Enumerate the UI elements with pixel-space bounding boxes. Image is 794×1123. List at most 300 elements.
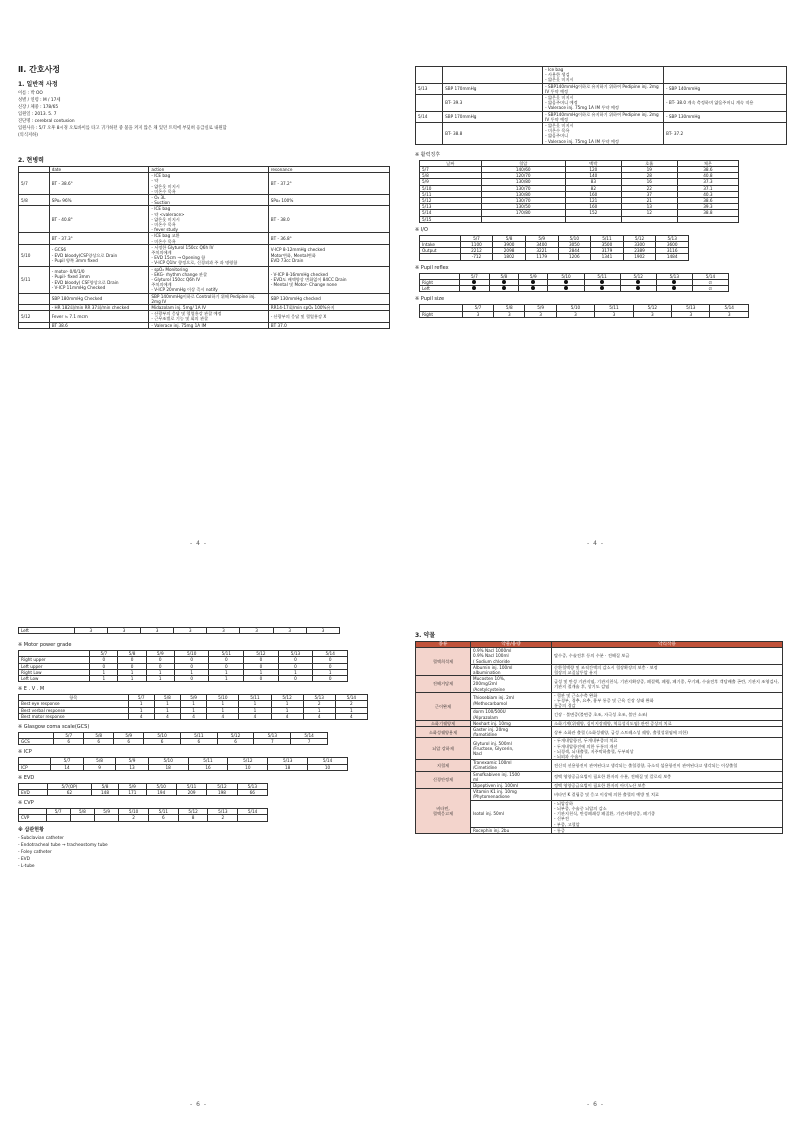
drug-effect: 순환혈액량 및 조직간액의 감소시 혈장확장의 보충 · 보정 혈장의 교질삼투압 유지 (552, 664, 783, 675)
history-date (19, 293, 50, 304)
history-action (149, 195, 268, 206)
drug-row (416, 800, 783, 827)
history-resonance: - BT- 38.0 계속 측정하며 얇음주머니 계속 적용 (664, 95, 787, 112)
col-header: 혈압 (481, 160, 565, 166)
history-row (19, 311, 390, 322)
table-cell: 37 (621, 191, 677, 197)
drug-name: Mucosten 10%, 200mg/2ml /Acetylcysteine (471, 676, 552, 693)
history-resonance: BT - 36.8° (268, 233, 389, 244)
table-cell: 2 (335, 701, 367, 707)
general-info (18, 90, 388, 139)
history-data: - motor- 0/0/1/0 - Pupil- fixed 3mm - EVD bloody( CSF양상으로 Drain - V-ICP 11mmHg Checked (49, 266, 149, 293)
drug-row (416, 676, 783, 693)
col-header: 5/9 (519, 273, 548, 279)
history-row (19, 322, 390, 328)
drug-category: 신경안정제 (416, 771, 471, 789)
action-line: - fever study (151, 227, 178, 233)
action-line: - 미온수 목욕 (151, 222, 176, 228)
drug-row (416, 664, 783, 675)
table-cell: 1 (271, 707, 303, 713)
history-data: SBP 180mmHg Checked (49, 293, 149, 304)
pupil-reflex-title: ※ Pupil reflex (415, 264, 449, 271)
table-cell: 121 (565, 198, 621, 204)
table-cell: 5/13 (420, 204, 482, 210)
col-header: 5/8 (493, 235, 526, 241)
table-cell: 3300 (623, 242, 656, 248)
history-date: 5/10 (19, 244, 50, 266)
col-header: 5/8 (494, 305, 525, 311)
action-line: - ICE bag 교환 (151, 233, 180, 239)
table-cell: Right (420, 311, 463, 317)
table-cell: 6 (84, 739, 114, 745)
col-header: 5/9 (146, 651, 174, 657)
general-line: (의식저하) (18, 133, 38, 138)
table-cell (420, 254, 461, 260)
col-header: 5/7 (462, 305, 493, 311)
table-cell: GCS (19, 739, 54, 745)
history-action (543, 123, 664, 145)
drug-row (416, 738, 783, 760)
tube-item: - EVD (18, 856, 30, 862)
reflex-dot-icon (472, 280, 476, 284)
table-cell: ∅ (692, 279, 728, 285)
drug-row (416, 771, 783, 782)
drug-name: Tranexamic 100ml /Cimetidine (471, 760, 552, 771)
table-cell: 1 (244, 669, 279, 675)
history-date (19, 322, 50, 328)
table-cell: 18 (148, 764, 188, 770)
pupil-size-left-row (18, 627, 340, 634)
history-date (19, 233, 50, 244)
table-cell: 10 (308, 764, 348, 770)
col-header: 5/12 (623, 235, 656, 241)
col-header: action (149, 167, 268, 173)
table-cell: 1 (181, 701, 207, 707)
table-cell: 3 (556, 311, 594, 317)
col-header: 5/13 (237, 783, 267, 789)
drug-name: Glyturol inj. 500ml /Fructose, Glycerin, Nacl (471, 738, 552, 760)
table-cell: 13 (116, 764, 148, 770)
table-cell: 2844 (558, 248, 591, 254)
page-number: - 4 - (190, 540, 207, 547)
table-cell: 37.3 (677, 179, 738, 185)
table-row (420, 216, 739, 222)
table-cell: 1 (128, 707, 154, 713)
history-row (416, 83, 787, 94)
history-resonance: - SBP 140mmHg (664, 83, 787, 94)
table-cell: 0 (278, 663, 313, 669)
action-line: - V-ICP Q1hr 향정으로, 신경외과 주 과 명령함 (151, 260, 238, 266)
table-cell: 148 (91, 790, 118, 796)
col-header: 5/7(OP) (47, 783, 91, 789)
history-row (416, 111, 787, 122)
table-cell: 1 (154, 707, 180, 713)
tube-item: - Endotracheal tube → tracheostomy tube (18, 842, 108, 848)
table-cell: 40.3 (677, 191, 738, 197)
col-header: 5/8 (489, 273, 518, 279)
icp-table (18, 757, 348, 770)
table-cell: 3900 (493, 242, 526, 248)
table-cell: 1 (146, 669, 174, 675)
table-cell: 5/15 (420, 216, 482, 222)
reflex-dot-icon (672, 280, 676, 284)
drug-effect: - 혈관 및 근소수축 완화 - 두경부, 경추, 요추, 흉부 통증 및 근육 긴장 상태 완화 통증의 경감 (552, 692, 783, 709)
evd-title: ※ EVD (18, 774, 35, 781)
table-cell: 3600 (656, 242, 689, 248)
table-cell: 1 (207, 701, 239, 707)
table-cell: 3 (462, 311, 493, 317)
page-number: - 4 - (587, 540, 604, 547)
table-cell: Right Low (19, 669, 90, 675)
history-action (149, 266, 268, 293)
col-header: 약물/용량 (471, 642, 552, 648)
table-cell: 0 (118, 663, 146, 669)
io-title: ※ I/O (415, 226, 428, 233)
history-resonance: BT- 37.2 (664, 123, 787, 145)
table-cell: 1 (146, 676, 174, 682)
table-cell: 120/70 (481, 173, 565, 179)
history-data: BT - 37.3° (49, 233, 149, 244)
table-cell: 4 (181, 713, 207, 719)
table-cell: 3 (141, 628, 174, 634)
action-line: - 산광부의 응답 및 혈열흥강 관찰 예정 (151, 311, 222, 317)
history-resonance: V-ICP 8-12mmHg checked Motor변화, Mental변화 EVD 73cc Drain (268, 244, 389, 266)
table-cell: 1100 (460, 242, 493, 248)
action-line: 주치의에게 (151, 250, 172, 256)
drug-effect: - 뇌압강하 - 뇌부종, 수술중 뇌압의 감소 - 기관지천식, 만성폐쇄성 폐질환, 기관지확장증, 폐기종 - 신부전 - 부종, 고혈압 (552, 800, 783, 827)
table-cell: 39.3 (677, 204, 738, 210)
table-cell: 4 (239, 713, 271, 719)
table-cell: 5/14 (420, 210, 482, 216)
col-header: 5/7 (54, 733, 84, 739)
history-action (543, 67, 664, 84)
tube-item: - Foley catheter (18, 849, 52, 855)
reflex-dot-icon (531, 286, 535, 290)
col-header: 5/9 (525, 235, 558, 241)
table-cell: 3 (306, 628, 339, 634)
table-cell: 0 (118, 657, 146, 663)
table-cell: Left (420, 286, 460, 292)
table-cell: 2 (208, 815, 238, 821)
gcs-title: ※ Glasgow coma scale(GCS) (18, 724, 90, 731)
col-header: 5/11 (209, 651, 244, 657)
table-cell: ICP (19, 764, 51, 770)
action-line: - 약 <valerace> (151, 211, 185, 217)
table-cell: 3116 (656, 248, 689, 254)
drug-effect: 탈수증, 수술전후 등의 수분 · 전해질 보급 (552, 648, 783, 665)
table-cell: 1179 (525, 254, 558, 260)
action-line: - spO₂ Monitoring (151, 266, 188, 272)
history-date: 5/8 (19, 195, 50, 206)
action-line: - V-ICP 20mmHg 이상 즉시 notify (151, 287, 218, 293)
col-header: 5/14 (710, 305, 749, 311)
col-header: 5/10 (119, 809, 149, 815)
table-cell: 3 (240, 628, 273, 634)
table-cell: 0 (146, 663, 174, 669)
vitals-table (419, 160, 739, 223)
table-cell (481, 216, 565, 222)
history-resonance: BT 37.0 (268, 322, 389, 328)
history-action (149, 311, 268, 322)
col-header: 약리작용 (552, 642, 783, 648)
drug-category: 소화성궤양용제 (416, 727, 471, 738)
drug-category: 소화기궤양제 (416, 720, 471, 726)
page-number: - 6 - (587, 1101, 604, 1108)
action-line: - O₂ 3L (151, 195, 166, 201)
table-cell: EVD (19, 790, 48, 796)
table-cell: 5/9 (420, 179, 482, 185)
col-header: 5/14 (335, 695, 367, 701)
table-cell: 1 (90, 669, 118, 675)
action-line: - 미온수 목욕 (545, 128, 570, 134)
col-header: 5/13 (656, 235, 689, 241)
table-cell: 3050 (558, 242, 591, 248)
table-cell (620, 286, 656, 292)
col-header: date (49, 167, 149, 173)
col-header: 5/13 (278, 651, 313, 657)
table-cell: 4 (335, 713, 367, 719)
action-line: - 근무조별로 기능 및 회의 관찰 (151, 316, 209, 322)
vitals-title: ※ 활력징후 (415, 151, 441, 158)
col-header: 5/10 (174, 651, 209, 657)
table-cell: 8 (178, 815, 208, 821)
history-row (416, 123, 787, 145)
table-cell (489, 286, 518, 292)
history-row (19, 233, 390, 244)
table-cell: 1206 (558, 254, 591, 260)
history-data: - GCS6 - EVD bloody(CSF양상으로 Drain - Pupil 양쪽 3mm fixed (49, 244, 149, 266)
table-cell: 9 (83, 764, 115, 770)
table-cell: 1 (313, 669, 348, 675)
history-date (416, 123, 443, 145)
history-resonance (664, 67, 787, 84)
table-row (19, 713, 368, 719)
col-header: 5/10 (556, 305, 594, 311)
table-cell: 0 (174, 676, 209, 682)
table-cell: 170/80 (481, 210, 565, 216)
col-header: 5/9 (114, 733, 144, 739)
table-cell: 1 (128, 701, 154, 707)
table-row (19, 790, 268, 796)
subsection-history: 2. 현병력 (18, 157, 44, 164)
table-cell: Left upper (19, 663, 90, 669)
table-cell (621, 216, 677, 222)
history-row (19, 173, 390, 195)
history-resonance: RR14-17회/min spO₂ 100%유지 (268, 305, 389, 311)
drug-row (416, 727, 783, 738)
history-table (18, 166, 390, 329)
history-action (543, 95, 664, 112)
history-resonance: - V-ICP 8-16mmHg checked - EVD도 배액양상 변화없이 84CC Drain - Mental 및 Motor- Change none (268, 266, 389, 293)
table-cell: 5/11 (420, 191, 482, 197)
table-cell: 0 (313, 657, 348, 663)
col-header: 날짜 (420, 160, 482, 166)
table-cell: 2 (303, 701, 335, 707)
table-cell: 0 (174, 663, 209, 669)
table-cell: 5/8 (420, 173, 482, 179)
table-cell: 1 (239, 701, 271, 707)
table-cell: 3 (710, 311, 749, 317)
table-cell: 1 (207, 707, 239, 713)
table-cell: 2098 (493, 248, 526, 254)
table-cell: 3500 (591, 242, 624, 248)
table-cell: 3400 (525, 242, 558, 248)
history-resonance: SBP 130mmHg checked (268, 293, 389, 304)
table-cell: 4 (303, 713, 335, 719)
history-action (543, 111, 664, 122)
drug-category: 혈액희석제 (416, 648, 471, 676)
drug-effect: 정맥 영양공급요법이 필요한 환자의 수분, 전해질 및 칼로리 보충 (552, 771, 783, 782)
table-cell: 1 (278, 669, 313, 675)
table-cell: 1 (239, 707, 271, 713)
col-header: 5/13 (303, 695, 335, 701)
drug-effect: 비타민 K 결핍증 및 응고 이상에 의한 출혈의 예방 및 치료 (552, 789, 783, 800)
table-cell: 38.8 (677, 210, 738, 216)
col-header: 5/8 (83, 758, 115, 764)
col-header: 5/14 (313, 651, 348, 657)
col-header: 종류 (416, 642, 471, 648)
col-header: 5/7 (460, 235, 493, 241)
history-action (149, 206, 268, 233)
drug-category: 뇌압 강하제 (416, 738, 471, 760)
col-header: 5/9 (95, 809, 119, 815)
action-line: - 얇은옷 미지시 (545, 77, 574, 83)
drug-name: Vitamin K1 inj. 10mg /Phytomenadione (471, 789, 552, 800)
table-cell: 6 (217, 739, 254, 745)
col-header: 5/11 (149, 809, 179, 815)
drug-name: Thiosebiam inj. 2ml /Methocarbamol (471, 692, 552, 709)
col-header: 5/12 (271, 695, 303, 701)
table-cell: 4 (271, 713, 303, 719)
page-4 (397, 561, 794, 1122)
col-header: 5/7 (90, 651, 118, 657)
col-header: 맥박 (565, 160, 621, 166)
table-cell: 0 (174, 657, 209, 663)
table-cell: 0 (244, 657, 279, 663)
table-cell: 130/50 (481, 204, 565, 210)
table-cell: 62 (47, 790, 91, 796)
reflex-dot-icon (636, 286, 640, 290)
history-resonance: SPo₂ 100% (268, 195, 389, 206)
table-cell: 14 (51, 764, 83, 770)
history-resonance: BT - 37.2° (268, 173, 389, 195)
table-cell (548, 286, 584, 292)
table-cell: 4 (154, 713, 180, 719)
history-action (149, 244, 268, 266)
pupil-size-table (419, 304, 749, 317)
col-header: 5/10 (146, 783, 176, 789)
col-header: 체온 (677, 160, 738, 166)
table-cell: 3 (633, 311, 671, 317)
drug-category: 비타민, 혈액응고제 (416, 789, 471, 834)
table-cell: 4 (207, 713, 239, 719)
action-line: - Valerace inj. 75mg 1A IM (151, 322, 207, 328)
col-header: 5/14 (291, 733, 328, 739)
history-date: 5/12 (19, 311, 50, 322)
table-cell: 38.6 (677, 167, 738, 173)
history-date: 5/13 (416, 83, 443, 94)
table-cell: Right (420, 279, 460, 285)
general-line: 이름 : 박 OO (18, 91, 43, 96)
history-action (149, 293, 268, 304)
history-row (19, 266, 390, 293)
table-cell: 6 (114, 739, 144, 745)
table-cell: 140/60 (481, 167, 565, 173)
evd-table (18, 783, 268, 796)
table-cell: 18 (268, 764, 308, 770)
action-line: - 약 (151, 178, 159, 184)
page-3 (0, 561, 397, 1122)
history-data: - HR 182회/min RR 37회/min checked (49, 305, 149, 311)
table-cell: Best eye response (19, 701, 129, 707)
col-header: 5/12 (217, 733, 254, 739)
table-cell: 6 (180, 739, 217, 745)
table-cell: 3 (273, 628, 306, 634)
col-header: 5/9 (116, 758, 148, 764)
table-cell (677, 216, 738, 222)
col-header: 5/13 (268, 758, 308, 764)
col-header: 5/7 (128, 695, 154, 701)
table-cell: 160 (565, 204, 621, 210)
action-line: - 얇음주머니 예정 (545, 100, 578, 106)
action-line: - 서정한 Glyturol 150cc Q6h IV (151, 244, 214, 250)
history-row (19, 305, 390, 311)
history-data: BT 38.6 (49, 322, 149, 328)
table-cell: 1341 (591, 254, 624, 260)
col-header: 5/8 (154, 695, 180, 701)
action-line: - SBP140mmHg이하로 유지하기 위하여 Pedipine inj. 2mg IV 투약 예정 (545, 111, 659, 122)
drug-name: dorm 100/500U /Alprazolam (471, 709, 552, 720)
drug-effect: 긴장 · 불면증(불면증 초조, 자극성 초조, 불안 소조) (552, 709, 783, 720)
drug-name: Gaster inj. 20mg /famotidine (471, 727, 552, 738)
table-cell: 1802 (493, 254, 526, 260)
col-header: 5/13 (656, 273, 692, 279)
table-cell: 120 (565, 167, 621, 173)
action-line: - Suction (151, 200, 170, 206)
table-cell: 21 (621, 198, 677, 204)
col-header: 5/10 (207, 695, 239, 701)
drug-row (416, 709, 783, 720)
history-data: BT - 40.8° (49, 206, 149, 233)
history-action (149, 233, 268, 244)
table-cell: 160 (565, 191, 621, 197)
action-line: - EKG- rhythm change 관찰 (151, 271, 208, 277)
col-header: 5/10 (558, 235, 591, 241)
col-header: 5/12 (244, 651, 279, 657)
table-cell: 5/10 (420, 185, 482, 191)
drug-row (416, 827, 783, 833)
table-cell: 209 (176, 790, 206, 796)
col-header: 5/14 (308, 758, 348, 764)
table-cell: 82 (565, 185, 621, 191)
table-row (420, 311, 749, 317)
table-cell: 1 (174, 669, 209, 675)
table-row (19, 739, 328, 745)
io-table (419, 235, 689, 261)
action-line: - 얇음주머니 (545, 133, 569, 139)
table-cell: 171 (119, 790, 146, 796)
action-line: - ICE bag (151, 173, 171, 179)
col-header: 5/8 (84, 733, 114, 739)
action-line: - 얇은옷 미지시 (151, 216, 180, 222)
action-line: - Ice bag (545, 67, 564, 72)
table-cell: 0 (209, 663, 244, 669)
table-cell (519, 286, 548, 292)
table-cell (70, 815, 94, 821)
table-cell: 6 (149, 815, 179, 821)
table-cell: 0 (278, 657, 313, 663)
drug-name: Rocephin inj. 2bu (471, 827, 552, 833)
